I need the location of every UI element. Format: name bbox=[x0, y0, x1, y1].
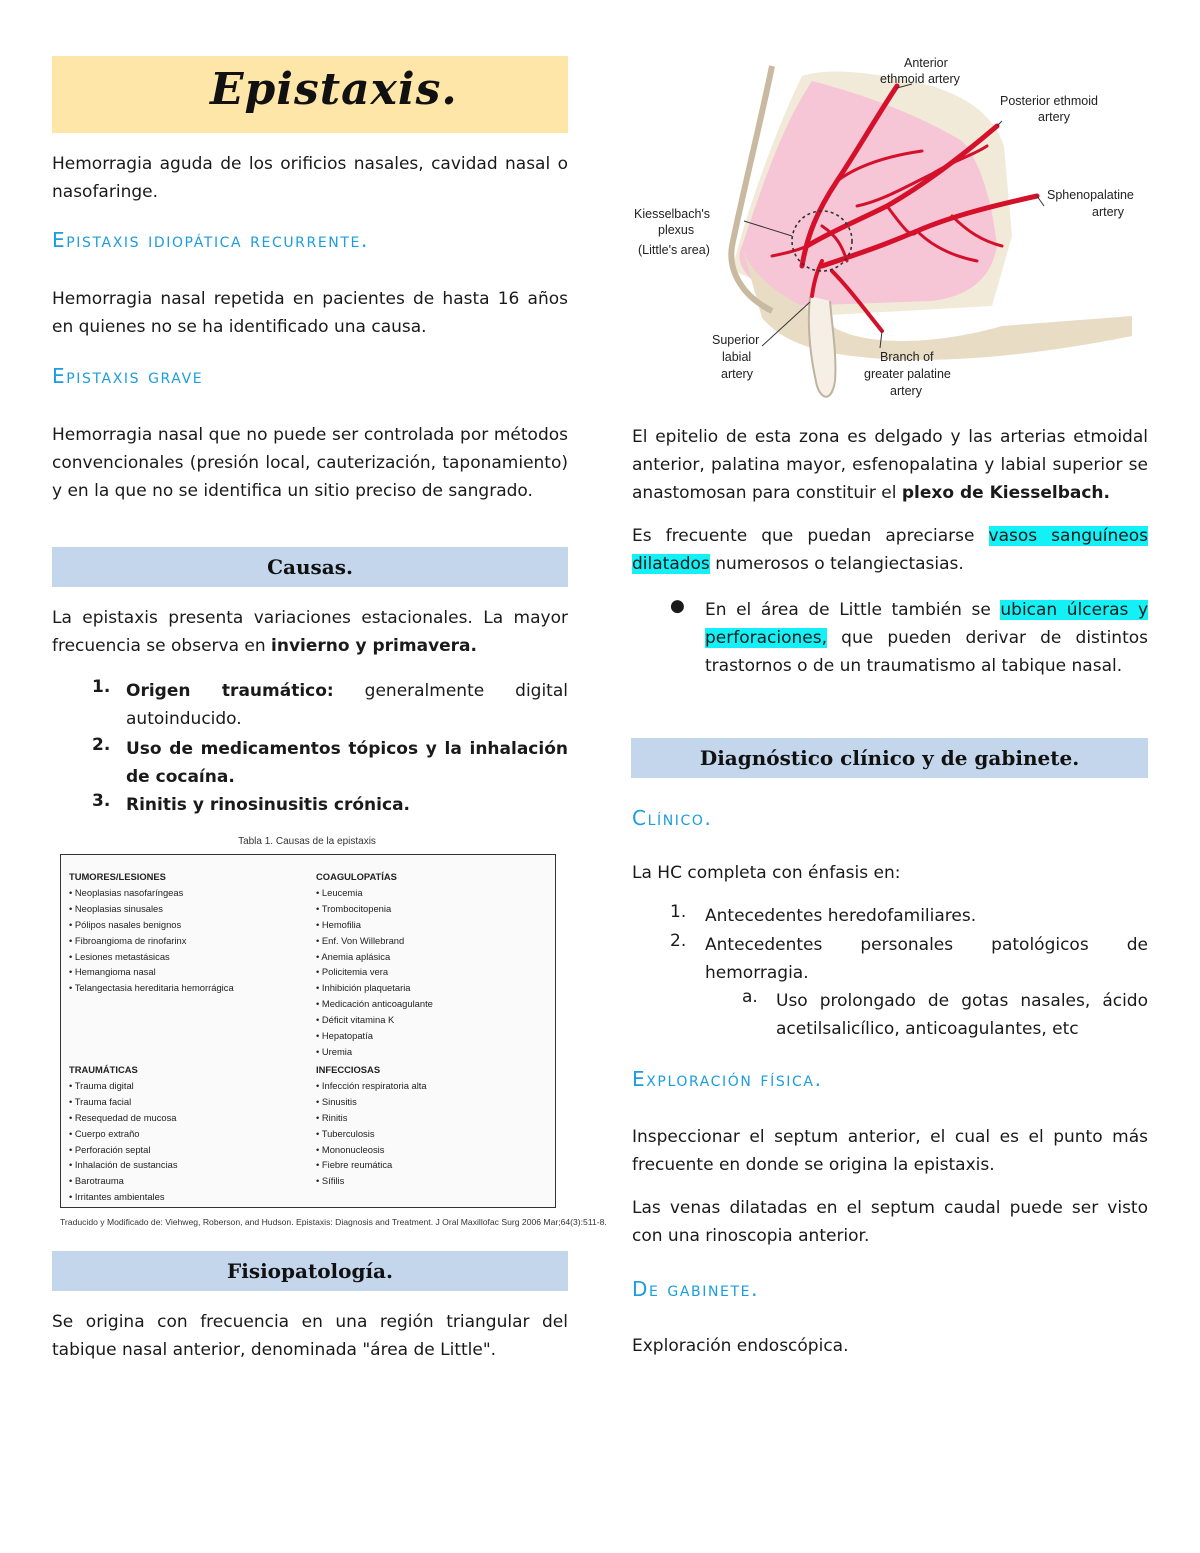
table-cell: • Trauma facial bbox=[69, 1095, 132, 1107]
bullet-icon: ● bbox=[670, 596, 685, 616]
recurrent-text: Hemorragia nasal repetida en pacientes de hasta 16 años en quienes no se ha identificado una causa. bbox=[52, 289, 568, 337]
bullet-text-a: En el área de Little también se bbox=[705, 600, 1001, 620]
label-sup-1: Superior bbox=[712, 333, 760, 347]
table-cell: • Anemia aplásica bbox=[316, 950, 391, 962]
causas-heading: Causas. bbox=[52, 547, 568, 587]
table-col-coag bbox=[316, 869, 546, 1060]
title-banner bbox=[52, 56, 568, 133]
vessels-text-a: Es frecuente que puedan apreciarse bbox=[632, 526, 989, 546]
table-col-tumores bbox=[69, 869, 309, 996]
diag-heading: Diagnóstico clínico y de gabinete. bbox=[631, 738, 1148, 778]
explor-text-2: Las venas dilatadas en el septum caudal puede ser visto con una rinoscopia anterior. bbox=[632, 1198, 1148, 1246]
table-cell: • Infección respiratoria alta bbox=[316, 1079, 427, 1091]
table-cell: • Neoplasias nasofaríngeas bbox=[69, 886, 184, 898]
table-cell: • Leucemia bbox=[316, 886, 363, 898]
label-spheno-2: artery bbox=[1092, 205, 1124, 219]
page-title: Epistaxis. bbox=[210, 64, 458, 115]
tooth-shape bbox=[809, 296, 836, 397]
little-area-bullet bbox=[705, 596, 1148, 680]
list-item bbox=[126, 791, 568, 819]
intro-text: Hemorragia aguda de los orificios nasales, cavidad nasal o nasofaringe. bbox=[52, 154, 568, 202]
list-item-bold: Uso de medicamentos tópicos y la inhalación de cocaína. bbox=[126, 739, 568, 787]
label-anterior-2: ethmoid artery bbox=[880, 72, 960, 86]
table-header: TUMORES/LESIONES bbox=[69, 871, 166, 882]
table-cell: • Trauma digital bbox=[69, 1079, 134, 1091]
table-cell: • Irritantes ambientales bbox=[69, 1191, 165, 1203]
table-cell: • Fiebre reumática bbox=[316, 1159, 393, 1171]
fisio-text: Se origina con frecuencia en una región triangular del tabique nasal anterior, denominada "área de Little". bbox=[52, 1312, 568, 1360]
grave-text: Hemorragia nasal que no puede ser controlada por métodos convencionales (presión local, cauterización, taponamiento) y en la que no se identifica un sitio preciso de sangrado. bbox=[52, 425, 568, 501]
table-cell: • Mononucleosis bbox=[316, 1143, 385, 1155]
table-cell: • Hepatopatía bbox=[316, 1030, 373, 1042]
label-sup-2: labial bbox=[722, 350, 752, 364]
label-branch-3: artery bbox=[890, 384, 922, 398]
label-posterior-2: artery bbox=[1038, 110, 1070, 124]
table-cell: • Sífilis bbox=[316, 1175, 345, 1187]
label-branch-1: Branch of bbox=[880, 350, 934, 364]
list-item-number: 1. bbox=[670, 902, 687, 922]
table-header: COAGULOPATÍAS bbox=[316, 871, 397, 882]
table-cell: • Policitemia vera bbox=[316, 966, 389, 978]
table-cell: • Cuerpo extraño bbox=[69, 1127, 140, 1139]
label-kiess-3: (Little's area) bbox=[638, 243, 710, 257]
table-cell: • Sinusitis bbox=[316, 1095, 357, 1107]
table-cell: • Fibroangioma de rinofarinx bbox=[69, 934, 187, 946]
epithelium-text-a: El epitelio de esta zona es delgado y las arterias etmoidal anterior, palatina mayor, esfenopalatina y labial superior se anastomosan para constituir el bbox=[632, 427, 1148, 503]
table-cell: • Resequedad de mucosa bbox=[69, 1111, 177, 1123]
causas-text bbox=[52, 604, 568, 660]
fisio-heading: Fisiopatología. bbox=[52, 1251, 568, 1291]
grave-heading: Epistaxis grave bbox=[52, 364, 204, 388]
explor-text-1: Inspeccionar el septum anterior, el cual es el punto más frecuente en donde se origina la epistaxis. bbox=[632, 1127, 1148, 1175]
list-item-number: 1. bbox=[92, 677, 111, 697]
table-cell: • Perforación septal bbox=[69, 1143, 151, 1155]
table-cell: • Medicación anticoagulante bbox=[316, 998, 433, 1010]
gabinete-heading: De gabinete. bbox=[632, 1277, 760, 1301]
gabinete-text: Exploración endoscópica. bbox=[632, 1336, 849, 1356]
table-cell: • Enf. Von Willebrand bbox=[316, 934, 405, 946]
table-cell: • Tuberculosis bbox=[316, 1127, 375, 1139]
label-anterior-1: Anterior bbox=[904, 56, 948, 70]
table-footnote: Traducido y Modificado de: Viehweg, Roberson, and Hudson. Epistaxis: Diagnosis and Treatment. J Oral Maxillofac Surg 2006 Mar;64(3):511-8. bbox=[60, 1217, 607, 1227]
clinico-item-2: Antecedentes personales patológicos de hemorragia. bbox=[705, 935, 1148, 983]
list-item-rest: generalmente digital autoinducido. bbox=[126, 681, 568, 729]
table-cell: • Hemangioma nasal bbox=[69, 966, 156, 978]
table-header: INFECCIOSAS bbox=[316, 1064, 381, 1075]
list-item-letter: a. bbox=[742, 987, 758, 1007]
label-posterior-1: Posterior ethmoid bbox=[1000, 94, 1098, 108]
table-cell: • Rinitis bbox=[316, 1111, 348, 1123]
label-spheno-1: Sphenopalatine bbox=[1047, 188, 1134, 202]
nasal-artery-diagram bbox=[632, 56, 1148, 406]
label-kiess-1: Kiesselbach's bbox=[634, 207, 711, 221]
table-cell: • Trombocitopenia bbox=[316, 902, 392, 914]
table-col-infec bbox=[316, 1062, 546, 1189]
table-cell: • Barotrauma bbox=[69, 1175, 124, 1187]
explor-heading: Exploración física. bbox=[632, 1067, 823, 1091]
list-item-bold: Origen traumático: bbox=[126, 681, 334, 701]
causas-text-a: La epistaxis presenta variaciones estacionales. La mayor frecuencia se observa en bbox=[52, 608, 568, 656]
label-branch-2: greater palatine bbox=[864, 367, 951, 381]
recurrent-heading: Epistaxis idiopática recurrente. bbox=[52, 228, 369, 252]
table-cell: • Neoplasias sinusales bbox=[69, 902, 163, 914]
list-item bbox=[126, 677, 568, 733]
label-sup-3: artery bbox=[721, 367, 753, 381]
table-cell: • Lesiones metastásicas bbox=[69, 950, 170, 962]
causas-text-b: invierno y primavera. bbox=[271, 636, 477, 656]
table-cell: • Inhibición plaquetaria bbox=[316, 982, 411, 994]
clinico-intro: La HC completa con énfasis en: bbox=[632, 863, 901, 883]
table-caption: Tabla 1. Causas de la epistaxis bbox=[238, 836, 376, 847]
clinico-item-2a: Uso prolongado de gotas nasales, ácido acetilsalicílico, anticoagulantes, etc bbox=[776, 991, 1148, 1039]
table-cell: • Inhalación de sustancias bbox=[69, 1159, 178, 1171]
table-cell: • Telangectasia hereditaria hemorrágica bbox=[69, 982, 234, 994]
label-kiess-2: plexus bbox=[658, 223, 695, 237]
bullet-text-b: que pueden derivar de distintos trastornos o de un traumatismo al tabique nasal. bbox=[705, 628, 1148, 676]
table-cell: • Hemofilia bbox=[316, 918, 361, 930]
epithelium-text bbox=[632, 423, 1148, 507]
table-header: TRAUMÁTICAS bbox=[69, 1064, 138, 1075]
table-cell: • Déficit vitamina K bbox=[316, 1014, 395, 1026]
list-item-number: 3. bbox=[92, 791, 111, 811]
vessels-text-b: numerosos o telangiectasias. bbox=[709, 554, 964, 574]
epithelium-text-b: plexo de Kiesselbach. bbox=[901, 483, 1110, 503]
table-cell: • Uremia bbox=[316, 1045, 353, 1057]
list-item-number: 2. bbox=[670, 931, 687, 951]
list-item bbox=[126, 735, 568, 791]
causes-table bbox=[60, 854, 556, 1208]
bullet-highlight: ubican úlceras y perforaciones, bbox=[705, 600, 1148, 648]
clinico-heading: Clínico. bbox=[632, 806, 713, 830]
table-cell: • Pólipos nasales benignos bbox=[69, 918, 182, 930]
table-col-trauma bbox=[69, 1062, 309, 1205]
vessels-text bbox=[632, 522, 1148, 578]
vessels-highlight: vasos sanguíneos dilatados bbox=[632, 526, 1149, 574]
list-item-bold: Rinitis y rinosinusitis crónica. bbox=[126, 795, 410, 815]
list-item-number: 2. bbox=[92, 735, 111, 755]
clinico-item-1: Antecedentes heredofamiliares. bbox=[705, 906, 977, 926]
